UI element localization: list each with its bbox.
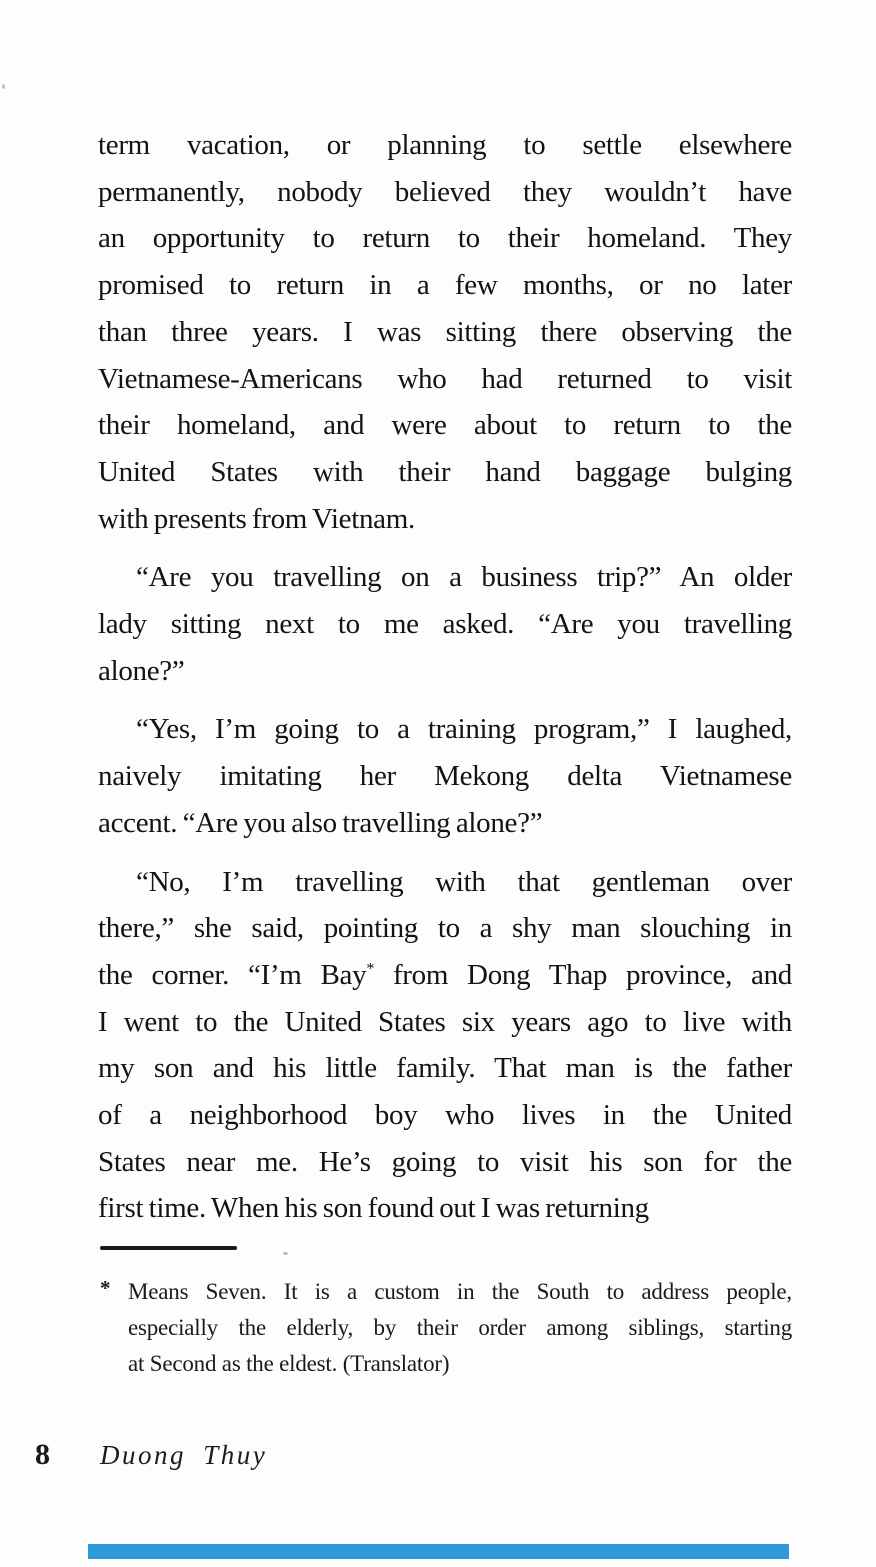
body-line: first time. When his son found out I was returning (98, 1192, 649, 1225)
body-line: with presents from Vietnam. (98, 502, 415, 535)
paragraph (98, 554, 792, 694)
page-footer (0, 1438, 694, 1478)
body-line: accent. “Are you also travelling alone?” (98, 806, 543, 839)
body-line: of a neighborhood boy who lives in the United (98, 1099, 792, 1132)
paragraph (98, 706, 792, 846)
body-line: promised to return in a few months, or no later (98, 269, 792, 302)
paragraph (98, 122, 792, 542)
body-line: permanently, nobody believed they wouldn’t have (98, 175, 792, 208)
footnote-lines (98, 1274, 792, 1382)
body-text (98, 122, 792, 1232)
body-line: “Are you travelling on a business trip?” An older (136, 561, 792, 594)
body-line: United States with their hand baggage bulging (98, 455, 792, 488)
body-line: “No, I’m travelling with that gentleman over (136, 865, 792, 898)
footnote-divider (100, 1246, 237, 1250)
paragraph (98, 859, 792, 1233)
scan-artifact-dot (2, 84, 5, 89)
body-line: their homeland, and were about to return to the (98, 409, 792, 442)
footnote (98, 1274, 792, 1382)
body-line: alone?” (98, 654, 185, 687)
footnote-marker: * (100, 1276, 111, 1300)
body-line: States near me. He’s going to visit his son for the (98, 1145, 792, 1178)
body-line: my son and his little family. That man is the father (98, 1052, 792, 1085)
body-line: naively imitating her Mekong delta Vietnamese (98, 760, 792, 793)
page-number: 8 (35, 1438, 50, 1471)
body-line: there,” she said, pointing to a shy man slouching in (98, 912, 792, 945)
body-line: than three years. I was sitting there observing the (98, 315, 792, 348)
footnote-line: Means Seven. It is a custom in the South to address people, (128, 1279, 792, 1304)
footnote-ref-asterisk: * (366, 960, 374, 978)
body-line: the corner. “I’m Bay* from Dong Thap province, and (98, 958, 792, 991)
bottom-blue-bar (88, 1544, 789, 1559)
scan-artifact-dot (283, 1252, 288, 1255)
footnote-line: especially the elderly, by their order among siblings, starting (128, 1315, 792, 1340)
body-line: “Yes, I’m going to a training program,” I laughed, (136, 713, 792, 746)
body-line: I went to the United States six years ago to live with (98, 1005, 792, 1038)
body-line: lady sitting next to me asked. “Are you travelling (98, 608, 792, 641)
footnote-line: at Second as the eldest. (Translator) (128, 1351, 450, 1376)
body-line: term vacation, or planning to settle elsewhere (98, 129, 792, 161)
running-footer-author: Duong Thuy (100, 1440, 268, 1470)
body-line: Vietnamese-Americans who had returned to visit (98, 362, 792, 395)
body-line: an opportunity to return to their homeland. They (98, 222, 792, 255)
